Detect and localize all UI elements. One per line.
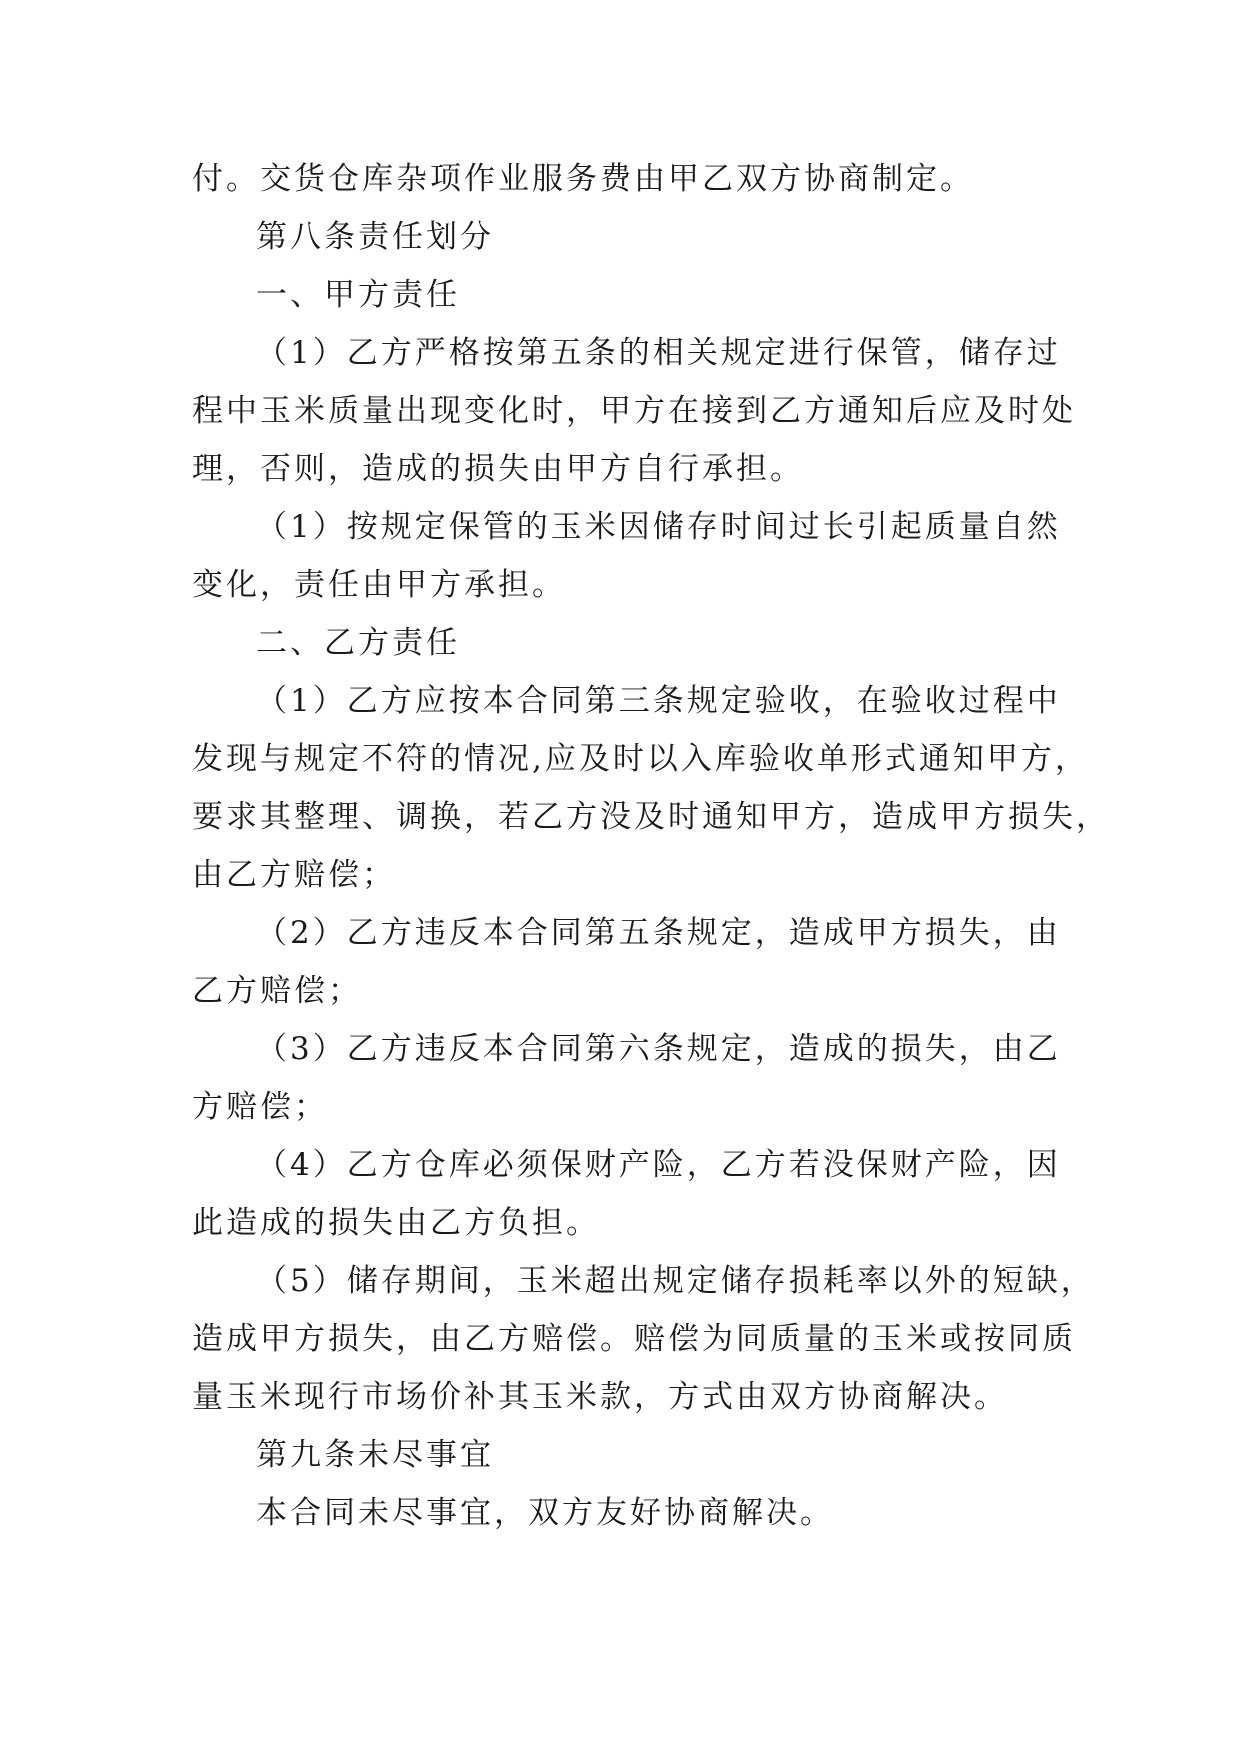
text-line-11: 发现与规定不符的情况,应及时以入库验收单形式通知甲方， — [192, 741, 1089, 777]
text-line-16: （3）乙方违反本合同第六条规定，造成的损失，由乙 — [256, 1031, 1061, 1067]
text-line-5: 程中玉米质量出现变化时，甲方在接到乙方通知后应及时处 — [192, 393, 1076, 429]
text-line-22: 量玉米现行市场价补其玉米款，方式由双方协商解决。 — [192, 1379, 1008, 1415]
document-page — [192, 150, 1110, 1542]
text-line-24: 本合同未尽事宜，双方友好协商解决。 — [256, 1495, 834, 1531]
text-line-14: （2）乙方违反本合同第五条规定，造成甲方损失，由 — [256, 915, 1061, 951]
text-line-21: 造成甲方损失，由乙方赔偿。赔偿为同质量的玉米或按同质 — [192, 1321, 1076, 1357]
text-line-12: 要求其整理、调换，若乙方没及时通知甲方，造成甲方损失， — [192, 799, 1110, 835]
text-line-10: （1）乙方应按本合同第三条规定验收，在验收过程中 — [256, 683, 1061, 719]
section-heading-article-8: 第八条责任划分 — [256, 219, 494, 255]
subheading-party-b: 二、乙方责任 — [256, 625, 460, 661]
text-line-17: 方赔偿； — [192, 1089, 328, 1125]
text-line-20: （5）储存期间，玉米超出规定储存损耗率以外的短缺， — [256, 1263, 1095, 1299]
text-line-1: 付。交货仓库杂项作业服务费由甲乙双方协商制定。 — [192, 161, 974, 197]
text-line-6: 理，否则，造成的损失由甲方自行承担。 — [192, 451, 804, 487]
text-line-19: 此造成的损失由乙方负担。 — [192, 1205, 600, 1241]
section-heading-article-9: 第九条未尽事宜 — [256, 1437, 494, 1473]
text-line-7: （1）按规定保管的玉米因储存时间过长引起质量自然 — [256, 509, 1061, 545]
text-line-8: 变化，责任由甲方承担。 — [192, 567, 566, 603]
subheading-party-a: 一、甲方责任 — [256, 277, 460, 313]
text-line-13: 由乙方赔偿； — [192, 857, 396, 893]
text-line-15: 乙方赔偿； — [192, 973, 362, 1009]
text-line-18: （4）乙方仓库必须保财产险，乙方若没保财产险，因 — [256, 1147, 1061, 1183]
text-line-4: （1）乙方严格按第五条的相关规定进行保管，储存过 — [256, 335, 1061, 371]
